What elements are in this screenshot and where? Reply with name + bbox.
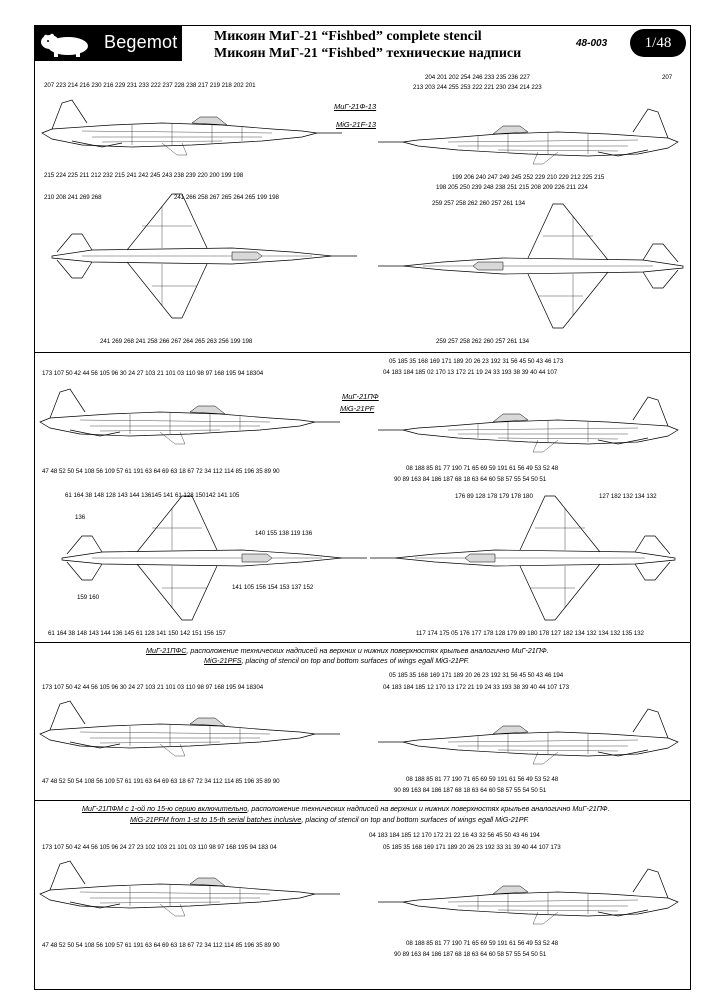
page-header xyxy=(34,25,691,61)
s2-side-right-bottom-numbers-1: 08 188 85 81 77 190 71 65 69 59 191 61 56 49 53 52 48 xyxy=(406,465,559,472)
s1-plan-right-bottom-numbers: 259 257 258 262 260 257 261 134 xyxy=(436,338,530,345)
s4-side-right-bottom-numbers-2: 90 89 163 84 186 187 68 18 63 64 60 58 57 55 54 50 51 xyxy=(394,951,547,958)
s1-side-right-top-numbers-3: 207 xyxy=(662,74,673,81)
s2-plan-right-top-numbers-2: 127 182 132 134 132 xyxy=(599,493,657,500)
s4-side-right-jet-drawing xyxy=(378,864,678,934)
brand-logo xyxy=(34,25,182,61)
s4-caption-ru-text: , расположение технических надписей на верхних и нижних поверхностях крыльев аналогично МиГ-21ПФ. xyxy=(247,804,610,813)
s2-side-right-top-numbers-1: 05 185 35 168 169 171 189 20 26 23 192 31 56 45 50 43 46 173 xyxy=(389,358,564,365)
s2-plan-left-bottom-numbers: 61 164 38 148 143 144 136 145 61 128 141 150 142 151 156 157 xyxy=(48,630,226,637)
hippo-logo-icon xyxy=(36,25,100,61)
section-divider-2 xyxy=(34,642,691,643)
s1-variant-label-ru: МиГ-21Ф-13 xyxy=(334,102,377,111)
s2-variant-label-en: MiG-21PF xyxy=(340,404,375,413)
page-title xyxy=(214,28,521,62)
s1-side-right-bottom-numbers-2: 198 205 250 239 248 238 251 215 208 209 226 211 224 xyxy=(436,184,588,191)
s3-side-left-bottom-numbers: 47 48 52 50 54 108 56 109 57 61 191 63 64 69 63 18 67 72 34 112 114 85 196 35 89 90 xyxy=(42,778,280,785)
s4-side-left-bottom-numbers: 47 48 52 50 54 108 56 109 57 61 191 63 64 69 63 18 67 72 34 112 114 85 196 35 89 90 xyxy=(42,942,280,949)
s1-plan-right-jet-drawing xyxy=(378,196,708,336)
s1-plan-left-top-numbers-2: 241 266 258 267 265 264 265 199 198 xyxy=(174,194,279,201)
s1-variant-label-en: MiG-21F-13 xyxy=(336,120,377,129)
s3-side-left-top-numbers: 173 107 50 42 44 56 105 96 30 24 27 103 21 101 03 110 98 97 168 195 94 18304 xyxy=(42,684,264,691)
s2-plan-left-top-numbers-2: 136 xyxy=(75,514,86,521)
s4-side-left-jet-drawing xyxy=(40,856,340,926)
s2-side-left-top-numbers: 173 107 50 42 44 56 105 96 30 24 27 103 21 101 03 110 98 97 168 195 94 18304 xyxy=(42,370,264,377)
title-line-2: Микоян МиГ-21 “Fishbed” технические надписи xyxy=(214,46,522,61)
s3-side-right-jet-drawing xyxy=(378,704,678,774)
s2-side-right-bottom-numbers-2: 90 89 163 84 186 187 68 18 63 64 60 58 57 55 54 50 51 xyxy=(394,476,547,483)
s1-side-left-top-numbers: 207 223 214 216 230 216 229 231 233 222 237 228 238 217 219 218 202 201 xyxy=(44,82,256,89)
title-line-1: Микоян МиГ-21 “Fishbed” complete stencil xyxy=(214,29,482,44)
s2-side-right-jet-drawing xyxy=(378,392,678,462)
s2-side-left-jet-drawing xyxy=(40,384,340,454)
s3-caption-ru-text: , расположение технических надписей на верхних и нижних поверхностях крыльев аналогично МиГ-21ПФ. xyxy=(186,646,549,655)
s1-plan-left-top-numbers-1: 210 208 241 269 268 xyxy=(44,194,102,201)
s1-side-left-jet-drawing xyxy=(42,95,342,165)
s2-plan-left-mid-numbers: 141 105 156 154 153 137 152 xyxy=(232,584,314,591)
s2-side-right-top-numbers-2: 04 183 184 185 02 170 13 172 21 19 24 33 193 38 39 40 44 107 xyxy=(383,369,558,376)
s1-side-right-top-numbers-1: 204 201 202 254 246 233 235 236 227 xyxy=(425,74,530,81)
s3-caption-ru xyxy=(146,646,549,655)
s1-plan-left-bottom-numbers: 241 269 268 241 258 266 267 264 265 263 256 199 198 xyxy=(100,338,253,345)
s3-side-right-top-numbers-2: 04 183 184 185 12 170 13 172 21 19 24 33 193 38 39 40 44 107 173 xyxy=(383,684,570,691)
s3-side-right-top-numbers-1: 05 185 35 168 169 171 189 20 26 23 192 31 56 45 50 43 46 194 xyxy=(389,672,564,679)
scale-badge: 1/48 xyxy=(630,29,686,57)
s4-caption-en-text: , placing of stencil on top and bottom surfaces of wings egall MiG-21PF. xyxy=(301,815,529,824)
s1-side-right-top-numbers-2: 213 203 244 255 253 222 221 230 234 214 223 xyxy=(413,84,542,91)
s3-side-right-bottom-numbers-1: 08 188 85 81 77 190 71 65 69 59 191 61 56 49 53 52 48 xyxy=(406,776,559,783)
brand-name: Begemot xyxy=(104,32,178,52)
s2-plan-left-top-numbers-3: 140 155 138 119 136 xyxy=(255,530,313,537)
s2-plan-right-bottom-numbers: 117 174 175 05 176 177 178 128 179 89 180 178 127 182 134 132 134 132 135 132 xyxy=(416,630,644,637)
s3-caption-en xyxy=(204,656,469,665)
s2-plan-right-top-numbers-1: 176 89 128 178 179 178 180 xyxy=(455,493,533,500)
s4-caption-en-variant: MiG-21PFM from 1-st to 15-th serial batches inclusive xyxy=(130,815,302,824)
s4-side-right-top-numbers-2: 05 185 35 168 169 171 189 20 26 23 192 33 31 39 40 44 107 173 xyxy=(383,844,561,851)
catalog-code: 48-003 xyxy=(576,38,608,49)
s4-caption-ru xyxy=(82,804,610,813)
s1-side-right-jet-drawing xyxy=(378,104,678,174)
s2-plan-right-jet-drawing xyxy=(370,488,700,628)
s3-side-right-bottom-numbers-2: 90 89 163 84 186 187 68 18 63 64 60 58 57 55 54 50 51 xyxy=(394,787,547,794)
s4-caption-en xyxy=(130,815,529,824)
s3-caption-en-text: , placing of stencil on top and bottom surfaces of wings egall MiG-21PF. xyxy=(241,656,470,665)
s1-plan-left-jet-drawing xyxy=(32,186,362,326)
s4-side-left-top-numbers: 173 107 50 42 44 56 105 96 24 27 23 102 103 21 101 03 110 98 97 168 195 94 183 04 xyxy=(42,844,277,851)
s1-plan-right-top-numbers: 259 257 258 262 260 257 261 134 xyxy=(432,200,526,207)
s4-side-right-top-numbers-1: 04 183 184 185 12 170 172 21 22 16 43 32 56 45 50 43 46 194 xyxy=(369,832,540,839)
s2-plan-left-jet-drawing xyxy=(42,488,372,628)
s3-caption-ru-variant: МиГ-21ПФС xyxy=(146,646,187,655)
section-divider-1 xyxy=(34,352,691,353)
s2-plan-left-top-numbers-1: 61 164 38 148 128 143 144 136145 141 61 128 150142 141 105 xyxy=(65,492,240,499)
s3-caption-en-variant: MiG-21PFS xyxy=(204,656,242,665)
s3-side-left-jet-drawing xyxy=(40,696,340,766)
s2-plan-left-side-numbers: 159 160 xyxy=(77,594,100,601)
s2-variant-label-ru: МиГ-21ПФ xyxy=(342,392,379,401)
s1-side-right-bottom-numbers-1: 199 206 240 247 249 245 252 229 210 229 212 225 215 xyxy=(452,174,605,181)
s4-caption-ru-variant: МиГ-21ПФМ с 1-ой по 15-ю серию включительно xyxy=(82,804,248,813)
s1-side-left-bottom-numbers: 215 224 225 211 212 232 215 241 242 245 243 238 239 220 200 199 198 xyxy=(44,172,244,179)
s2-side-left-bottom-numbers: 47 48 52 50 54 108 56 109 57 61 191 63 64 69 63 18 67 72 34 112 114 85 196 35 89 90 xyxy=(42,468,280,475)
section-divider-3 xyxy=(34,800,691,801)
s4-side-right-bottom-numbers-1: 08 188 85 81 77 190 71 65 69 59 191 61 56 49 53 52 48 xyxy=(406,940,559,947)
